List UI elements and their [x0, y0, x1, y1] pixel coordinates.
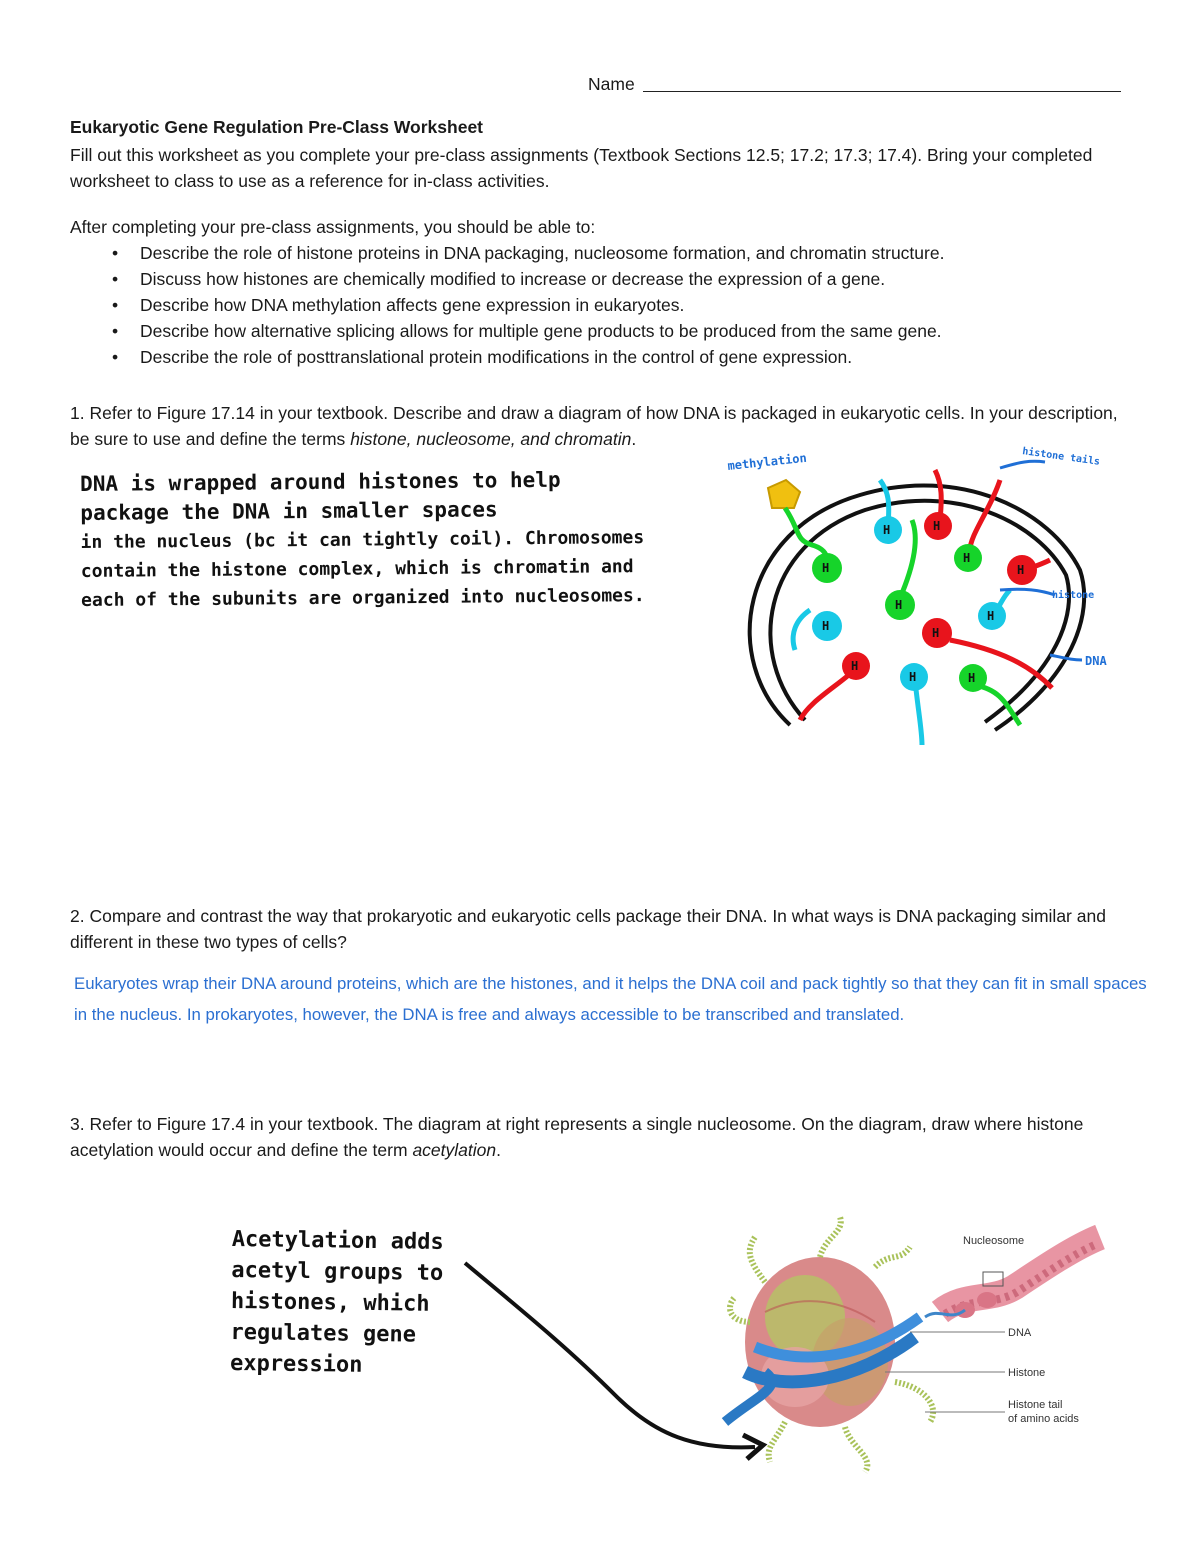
- question-2: [70, 903, 1140, 955]
- histone-tail: [875, 1247, 910, 1267]
- handwritten-line: each of the subunits are organized into nucleosomes.: [81, 585, 645, 611]
- chromatin-fiber: [925, 1237, 1100, 1318]
- handwritten-line: DNA is wrapped around histones to help: [80, 467, 561, 496]
- handwritten-line: contain the histone complex, which is chromatin and: [80, 556, 634, 582]
- nucleosome-label: Nucleosome: [963, 1235, 1025, 1247]
- histone-figure-label: Histone: [1008, 1367, 1046, 1379]
- question-3-number: 3.: [70, 1114, 85, 1134]
- h-label: H: [883, 523, 891, 537]
- question-3-term: acetylation: [412, 1140, 497, 1160]
- q2-typed-answer: Eukaryotes wrap their DNA around proteins, which are the histones, and it helps the DNA coil and pack tightly so that they can fit in small spaces in the nucleus. In prokaryotes, however, the DNA is free and always accessible to be transcribed and translated.: [74, 974, 1147, 1024]
- dna-label: DNA: [1085, 654, 1107, 668]
- question-3-end: .: [496, 1140, 501, 1160]
- h-label: H: [822, 561, 830, 575]
- histone-label: histone: [1052, 590, 1095, 601]
- dna-packaging-drawing: [700, 440, 1140, 760]
- h-label: H: [895, 598, 903, 612]
- h-label: H: [933, 519, 941, 533]
- handwritten-line: histones, which: [230, 1288, 430, 1317]
- histone-tail-label-1: Histone tail: [1008, 1399, 1063, 1411]
- question-2-number: 2.: [70, 906, 85, 926]
- q1-handwritten-answer: [80, 465, 645, 615]
- name-label: Name: [588, 74, 635, 94]
- dna-strand: [975, 685, 1020, 725]
- h-label: H: [909, 670, 917, 684]
- methylation-label: methylation: [726, 450, 808, 473]
- objectives-list: [70, 240, 944, 370]
- question-3-text: Refer to Figure 17.4 in your textbook. The diagram at right represents a single nucleosome. On the diagram, draw where histone acetylation would occur and define the term: [70, 1114, 1084, 1160]
- histone-tail-label-2: of amino acids: [1008, 1413, 1079, 1425]
- histone-tail: [895, 1382, 933, 1422]
- q3-handwritten-answer: [230, 1224, 444, 1382]
- histone-tail: [750, 1237, 765, 1282]
- nucleosome-figure: [725, 1222, 1125, 1482]
- objective-item: • Describe how alternative splicing allows for multiple gene products to be produced from the same gene.: [70, 318, 944, 344]
- question-1-text: Refer to Figure 17.14 in your textbook. Describe and draw a diagram of how DNA is packaged in eukaryotic cells. In your description, be sure to use and define the terms: [70, 403, 1118, 449]
- histone-tail: [820, 1217, 841, 1257]
- h-label: H: [987, 609, 995, 623]
- question-1-number: 1.: [70, 403, 85, 423]
- name-field[interactable]: [588, 74, 1121, 95]
- h-label: H: [932, 626, 940, 640]
- handwritten-line: in the nucleus (bc it can tightly coil). Chromosomes: [80, 527, 645, 553]
- histone-tail: [769, 1422, 785, 1462]
- h-label: H: [968, 671, 976, 685]
- methylation-marker: [768, 480, 800, 508]
- handwritten-line: package the DNA in smaller spaces: [80, 497, 498, 525]
- h-label: H: [963, 551, 971, 565]
- histone-tail: [845, 1427, 867, 1472]
- handwritten-line: regulates gene: [230, 1319, 417, 1348]
- worksheet-title: Eukaryotic Gene Regulation Pre-Class Worksheet: [70, 117, 484, 137]
- question-2-text: Compare and contrast the way that prokaryotic and eukaryotic cells package their DNA. In what ways is DNA packaging similar and different in these two types of cells?: [70, 906, 1106, 952]
- dna-strand: [900, 520, 915, 598]
- objectives-intro: After completing your pre-class assignments, you should be able to:: [70, 217, 596, 237]
- question-1-terms: histone, nucleosome, and chromatin: [350, 429, 632, 449]
- handwritten-line: Acetylation adds: [231, 1226, 444, 1255]
- h-label: H: [1017, 563, 1025, 577]
- objective-item: • Describe how DNA methylation affects gene expression in eukaryotes.: [70, 292, 944, 318]
- h-label: H: [851, 659, 859, 673]
- objective-item: • Describe the role of histone proteins in DNA packaging, nucleosome formation, and chromatin structure.: [70, 240, 944, 266]
- h-label: H: [822, 619, 830, 633]
- question-1-end: .: [631, 429, 637, 449]
- handwritten-line: acetyl groups to: [231, 1257, 444, 1286]
- label-line: [1000, 461, 1045, 468]
- dna-figure-label: DNA: [1008, 1327, 1032, 1339]
- dna-strand: [793, 610, 810, 650]
- objective-item: • Discuss how histones are chemically modified to increase or decrease the expression of a gene.: [70, 266, 944, 292]
- handwritten-line: expression: [229, 1350, 363, 1378]
- name-underline[interactable]: [643, 91, 1121, 92]
- question-3: [70, 1111, 1140, 1163]
- objective-item: • Describe the role of posttranslational protein modifications in the control of gene expression.: [70, 344, 944, 370]
- histone-tail: [730, 1297, 750, 1322]
- intro-text: Fill out this worksheet as you complete your pre-class assignments (Textbook Sections 12.5; 17.2; 17.3; 17.4). Bring your completed worksheet to class to use as a reference for in-class activities.: [70, 145, 1093, 191]
- histone-tails-label: histone tails: [1021, 446, 1101, 468]
